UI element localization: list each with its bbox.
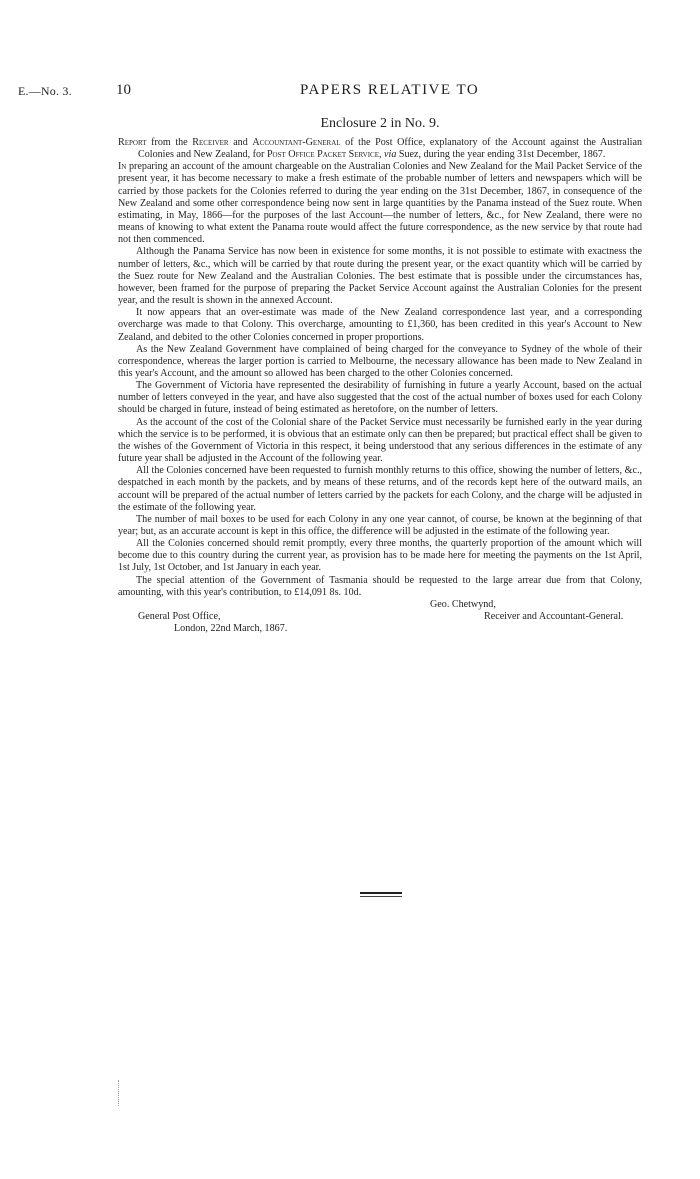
signatory-role: Receiver and Accountant-General. — [484, 611, 624, 623]
report-title-part: Suez, during the year ending 31st December, 1867. — [396, 149, 606, 161]
paragraph — [118, 380, 642, 416]
report-title-part: Report — [118, 137, 147, 148]
paragraph — [118, 514, 642, 538]
paragraph — [118, 307, 642, 343]
paragraph — [118, 246, 642, 307]
report-title-part: Receiver — [192, 137, 229, 148]
page-number: 10 — [116, 82, 131, 98]
signature-row — [118, 611, 642, 623]
paragraph-text: The Government of Victoria have represented the desirability of furnishing in future a yearly Account, based on the actual number of letters conveyed in the year, and have also suggested that the cost of the actual number of boxes used for each Colony should be charged in future, instead of being estimated as heretofore, on the number of letters. — [118, 380, 642, 416]
margin-mark — [118, 1080, 120, 1106]
section-divider-thin — [360, 896, 402, 897]
paragraph-text: As the New Zealand Government have complained of being charged for the conveyance to Sydney of the whole of their correspondence, whereas the larger portion is carried to Melbourne, the necessary allowance has been made to New Zealand in this year's Account, and the amount so allowed has been charged to the other Colonies concerned. — [118, 343, 642, 379]
report-title — [118, 137, 642, 161]
paragraph — [118, 417, 642, 466]
paragraph-lead: In — [118, 161, 127, 173]
report-title-part: via — [384, 149, 397, 161]
paragraph-text: The special attention of the Government of Tasmania should be requested to the large arrear due from that Colony, amounting, with this year's contribution, to £14,091 8s. 10d. — [118, 574, 642, 598]
paragraph — [118, 465, 642, 514]
report-title-part: of the Post Office, explanatory of the Account against the Australian Colonies and New Zealand, for — [138, 137, 642, 161]
running-title: PAPERS RELATIVE TO — [300, 82, 480, 98]
document-reference: E.—No. 3. — [18, 84, 72, 98]
paragraph — [118, 344, 642, 380]
signature-date: London, 22nd March, 1867. — [174, 623, 288, 635]
paragraph-text: All the Colonies concerned should remit promptly, every three months, the quarterly proportion of the amount which will become due to this country during the current year, as provision has to be made here for meeting the payments on the 1st April, 1st July, 1st October, and 1st January in each year. — [118, 538, 642, 574]
paragraph-text: The number of mail boxes to be used for each Colony in any one year cannot, of course, be known at the beginning of that year; but, as an accurate account is kept in this office, the difference will be adjusted in the estimate of the following year. — [118, 513, 642, 537]
section-divider — [360, 892, 402, 894]
paragraph-text: preparing an account of the amount chargeable on the Australian Colonies and New Zealand for the Mail Packet Service of the present year, it has become necessary to make a fresh estimate of the probable number of letters and newspapers which will be carried by those packets for the Colonies referred to during the year ending on the 31st December, 1867, in consequence of the New Zealand and some other correspondence being now sent in large quantities by the Panama instead of the Suez route. When estimating, in May, 1866—for the purposes of the last Account—the number of letters, &c., for New Zealand, there were no means of knowing to what extent the Panama route would affect the future correspondence, as the new service by that route had not then commenced. — [118, 161, 642, 246]
paragraph — [118, 161, 642, 246]
report-body — [118, 137, 642, 635]
enclosure-heading: Enclosure 2 in No. 9. — [320, 116, 440, 131]
report-title-part: Post Office Packet Service — [266, 149, 379, 161]
paragraph-text: All the Colonies concerned have been requested to furnish monthly returns to this office, showing the number of letters, &c., despatched in each month by the packets, and by means of these returns, and of the records kept here of the outward mails, an account will be prepared of the actual number of letters carried by the packets for each Colony, and the charge will be adjusted in the estimate of the following year. — [118, 465, 642, 513]
paragraph — [118, 575, 642, 599]
signatory-name: Geo. Chetwynd, — [430, 598, 496, 610]
paragraph-text: Although the Panama Service has now been in existence for some months, it is not possible to estimate with exactness the number of letters, &c., which will be carried by that route during the present year, or the exact quantity which will be carried by the Suez route for New Zealand and the Australian Colonies. The best estimate that is possible under the circumstances has, however, been framed for the purpose of preparing the Packet Service Account against the Australian Colonies for the present year, and the result is shown in the annexed Account. — [118, 246, 642, 307]
paragraph-text: It now appears that an over-estimate was made of the New Zealand correspondence last year, and a corresponding overcharge was made to that Colony. This overcharge, amounting to £1,360, has been credited in this year's Account to New Zealand, and debited to the other Colonies concerned in proper proportions. — [118, 307, 642, 343]
report-title-part: , — [378, 149, 385, 161]
signatory-office: General Post Office, — [138, 611, 221, 623]
report-title-part: from the — [146, 137, 193, 148]
report-title-part: Accountant-General — [252, 137, 341, 148]
report-title-part: and — [228, 137, 253, 148]
paragraph — [118, 538, 642, 574]
paragraph-text: As the account of the cost of the Colonial share of the Packet Service must necessarily be furnished early in the year during which the service is to be performed, it is obvious that an estimate only can then be prepared; but practical effect shall be given to the wishes of the Government of Victoria in this respect, it being understood that any serious differences in the estimate of any future year shall be adjusted in the Account of the following year. — [118, 416, 642, 465]
